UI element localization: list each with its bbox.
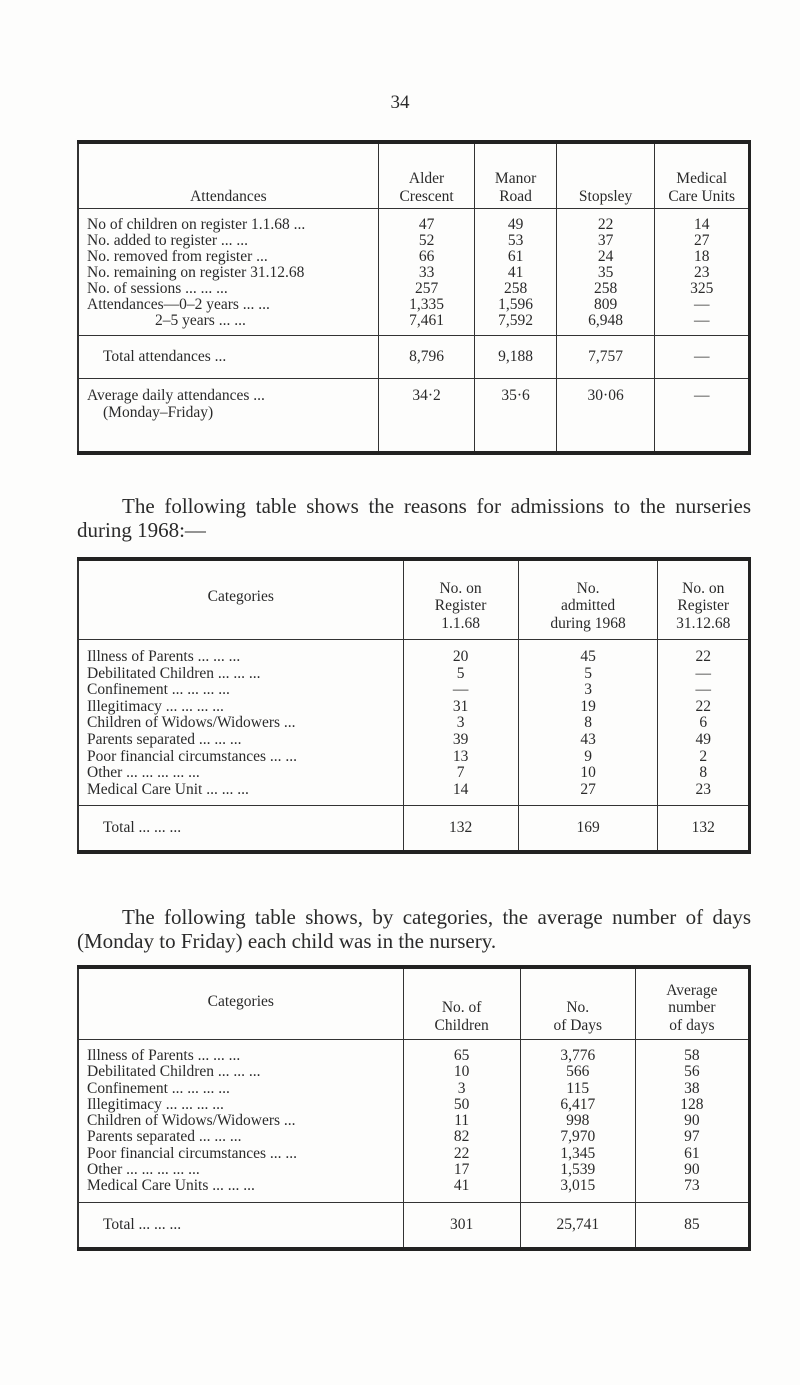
cell-value: 19 (580, 697, 596, 715)
row-label: Poor financial circumstances ... ... (87, 1144, 298, 1162)
column-values (520, 1040, 635, 1203)
cell-value: 73 (684, 1177, 700, 1195)
column-header: Stopsley (556, 142, 655, 209)
row-label: 2–5 years ... ... (155, 312, 246, 329)
cell-value: — (452, 681, 469, 699)
cell-value: — (693, 312, 710, 329)
cell-value: — (695, 681, 711, 699)
column-values (403, 1040, 520, 1203)
cell-value: — (693, 296, 710, 313)
cell-value: 90 (684, 1112, 700, 1130)
cell-value: 10 (453, 1063, 470, 1081)
row-labels (78, 1040, 403, 1203)
cell-value: 37 (597, 232, 614, 249)
average-value: 30·06 (556, 379, 655, 454)
column-header: No. of Days (520, 967, 635, 1040)
row-label: Other ... ... ... ... ... (87, 1161, 200, 1179)
cell-value: — (695, 664, 711, 682)
row-label: Other ... ... ... ... ... (87, 764, 200, 782)
row-label: Children of Widows/Widowers ... (87, 1112, 296, 1130)
cell-value: 90 (684, 1161, 700, 1179)
cell-value: 809 (593, 296, 618, 313)
total-value: 25,741 (520, 1202, 635, 1249)
cell-value: 66 (418, 248, 435, 265)
total-value: 8,796 (378, 336, 475, 379)
cell-value: 1,596 (498, 296, 534, 313)
cell-value: 43 (580, 730, 596, 748)
cell-value: 38 (684, 1079, 700, 1097)
column-header: No. on Register 31.12.68 (658, 559, 750, 640)
row-label: No of children on register 1.1.68 ... (87, 216, 306, 233)
row-label: Illness of Parents ... ... ... (87, 648, 241, 665)
paragraph-average-days-intro (77, 905, 751, 953)
cell-value: 82 (453, 1128, 470, 1146)
cell-value: 53 (507, 232, 524, 249)
total-value: 132 (658, 806, 750, 853)
page-number: 34 (390, 92, 410, 113)
column-header: Alder Crescent (378, 142, 475, 209)
cell-value: 58 (684, 1047, 700, 1064)
row-label: Illegitimacy ... ... ... ... (87, 1095, 224, 1113)
cell-value: 5 (584, 664, 592, 682)
total-value: 169 (518, 806, 658, 853)
cell-value: 14 (452, 780, 469, 798)
row-label: No. remaining on register 31.12.68 (87, 264, 305, 281)
row-label: No. of sessions ... ... ... (87, 280, 228, 297)
cell-value: 17 (453, 1161, 470, 1179)
row-label: No. removed from register ... (87, 248, 268, 265)
cell-value: 11 (454, 1112, 470, 1130)
cell-value: 23 (693, 264, 710, 281)
attendances-table (77, 140, 751, 455)
column-header: No. of Children (403, 967, 520, 1040)
row-label: Medical Care Units ... ... ... (87, 1177, 255, 1195)
cell-value: 61 (684, 1144, 700, 1162)
table-body (78, 1040, 750, 1203)
cell-value: 27 (580, 780, 596, 798)
table-body (78, 209, 750, 336)
total-row (78, 806, 750, 853)
row-label: Parents separated ... ... ... (87, 1128, 242, 1146)
cell-value: 22 (453, 1144, 470, 1162)
cell-value: 6,948 (588, 312, 624, 329)
total-value: 85 (635, 1202, 749, 1249)
column-values (658, 640, 750, 806)
cell-value: 7,970 (560, 1128, 596, 1146)
cell-value: 22 (695, 697, 711, 715)
total-value: 7,757 (556, 336, 655, 379)
table-header-row (78, 142, 750, 209)
column-values (655, 209, 750, 336)
total-label: Total ... ... ... (103, 1215, 182, 1233)
cell-value: 50 (453, 1095, 470, 1113)
total-row (78, 1202, 750, 1249)
row-label: Illegitimacy ... ... ... ... (87, 697, 224, 715)
cell-value: 14 (693, 216, 710, 233)
cell-value: 128 (680, 1095, 704, 1113)
average-label-line: (Monday–Friday) (103, 404, 214, 421)
cell-value: 41 (453, 1177, 470, 1195)
cell-value: 998 (566, 1112, 590, 1130)
table-header-row (78, 559, 750, 640)
row-label: Confinement ... ... ... ... (87, 681, 230, 699)
cell-value: 2 (699, 747, 708, 765)
cell-value: 31 (452, 697, 469, 715)
cell-value: 41 (507, 264, 524, 281)
average-label-line: Average daily attendances ... (87, 387, 265, 404)
cell-value: 9 (584, 747, 592, 765)
cell-value: 3,776 (560, 1047, 596, 1064)
cell-value: 10 (580, 764, 596, 782)
row-label: Children of Widows/Widowers ... (87, 714, 296, 732)
cell-value: 20 (452, 648, 469, 665)
cell-value: 258 (593, 280, 618, 297)
column-header: No. on Register 1.1.68 (403, 559, 518, 640)
column-header: Categories (78, 967, 403, 1040)
paragraph-text: The following table shows the reasons for admissions to the nurseries during 1968:— (77, 494, 751, 542)
column-header: Attendances (78, 142, 378, 209)
paragraph-text: The following table shows, by categories, the average number of days (Monday to Friday) each child was in the nursery. (77, 905, 751, 953)
column-header: No. admitted during 1968 (518, 559, 658, 640)
row-label: Medical Care Unit ... ... ... (87, 780, 249, 798)
total-value: — (655, 336, 750, 379)
cell-value: 258 (503, 280, 528, 297)
column-header: Medical Care Units (655, 142, 750, 209)
column-values (403, 640, 518, 806)
total-value: 9,188 (475, 336, 556, 379)
cell-value: 3,015 (560, 1177, 596, 1195)
average-value: — (655, 379, 750, 454)
cell-value: 257 (414, 280, 439, 297)
cell-value: 3 (584, 681, 592, 699)
paragraph-reasons-intro (77, 494, 751, 542)
cell-value: 325 (690, 280, 714, 297)
cell-value: 566 (566, 1063, 590, 1081)
cell-value: 97 (684, 1128, 700, 1146)
cell-value: 7 (456, 764, 465, 782)
row-label: Confinement ... ... ... ... (87, 1079, 230, 1097)
total-row (78, 336, 750, 379)
cell-value: 22 (695, 648, 711, 665)
total-value: 301 (403, 1202, 520, 1249)
total-label: Total attendances ... (78, 336, 378, 379)
cell-value: 39 (452, 730, 469, 748)
row-label: Debilitated Children ... ... ... (87, 664, 261, 682)
row-label: No. added to register ... ... (87, 232, 248, 249)
cell-value: 52 (418, 232, 435, 249)
row-label: Poor financial circumstances ... ... (87, 747, 298, 765)
table-header-row (78, 967, 750, 1040)
cell-value: 5 (456, 664, 465, 682)
cell-value: 23 (695, 780, 711, 798)
cell-value: 65 (453, 1047, 470, 1064)
cell-value: 49 (507, 216, 524, 233)
average-value: 35·6 (475, 379, 556, 454)
cell-value: 1,335 (409, 296, 444, 313)
cell-value: 8 (584, 714, 592, 732)
average-row (78, 379, 750, 454)
average-label (78, 379, 378, 454)
column-values (475, 209, 556, 336)
cell-value: 47 (418, 216, 435, 233)
row-label: Attendances—0–2 years ... ... (87, 296, 270, 313)
cell-value: 7,461 (409, 312, 444, 329)
column-values (378, 209, 475, 336)
row-label: Parents separated ... ... ... (87, 730, 242, 748)
total-label: Total ... ... ... (103, 819, 182, 837)
table-body (78, 640, 750, 806)
cell-value: 22 (597, 216, 614, 233)
admission-reasons-table (77, 557, 751, 854)
row-labels (78, 209, 378, 336)
cell-value: 49 (695, 730, 711, 748)
cell-value: 115 (566, 1079, 590, 1097)
cell-value: 24 (597, 248, 614, 265)
column-values (518, 640, 658, 806)
cell-value: 13 (452, 747, 469, 765)
cell-value: 33 (418, 264, 435, 281)
cell-value: 61 (507, 248, 524, 265)
average-days-table (77, 965, 751, 1251)
cell-value: 27 (693, 232, 710, 249)
column-header: Categories (78, 559, 403, 640)
row-label: Debilitated Children ... ... ... (87, 1063, 261, 1081)
cell-value: 7,592 (498, 312, 534, 329)
cell-value: 8 (699, 764, 708, 782)
cell-value: 56 (684, 1063, 700, 1081)
row-label: Illness of Parents ... ... ... (87, 1047, 241, 1064)
average-value: 34·2 (378, 379, 475, 454)
cell-value: 18 (693, 248, 710, 265)
cell-value: 35 (597, 264, 614, 281)
column-values (556, 209, 655, 336)
cell-value: 6,417 (560, 1095, 596, 1113)
cell-value: 3 (457, 1079, 466, 1097)
row-labels (78, 640, 403, 806)
cell-value: 1,539 (560, 1161, 596, 1179)
cell-value: 45 (580, 648, 596, 665)
cell-value: 3 (456, 714, 465, 732)
column-header: Manor Road (475, 142, 556, 209)
total-value: 132 (403, 806, 518, 853)
column-values (635, 1040, 749, 1203)
column-header: Average number of days (635, 967, 749, 1040)
cell-value: 6 (699, 714, 708, 732)
cell-value: 1,345 (560, 1144, 596, 1162)
